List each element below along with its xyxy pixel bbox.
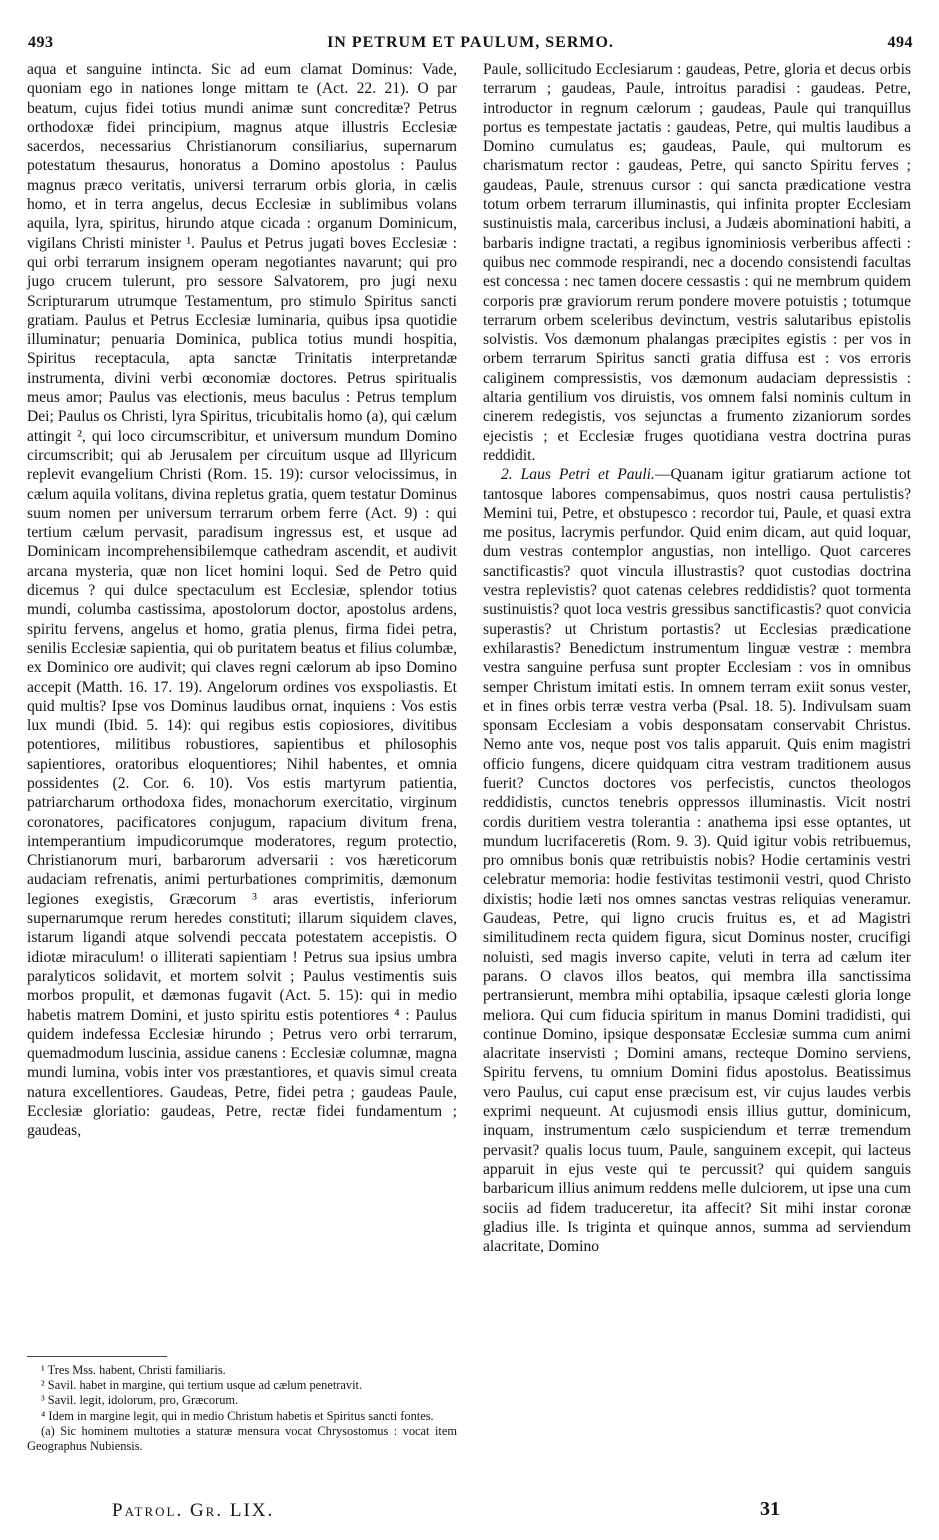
footnote-1: ¹ Tres Mss. habent, Christi familiaris. <box>41 1363 226 1377</box>
right-paragraph-2 <box>483 465 911 1256</box>
right-paragraph-2-text: —Quanam igitur gratiarum actione tot tantosque labores compensabimus, quos nostri causa pertulistis? Memini tui, Petre, et obstupesco : recordor tui, Paule, et quasi extra me positus, lacrymis perfundor. Quid enim dicam, aut quid loquar, dum vestras contemplor angustias, non intelligo. Quot carceres sanctificastis? quot vincula illustrastis? quot custodias doctrina vestra replevistis? quot catenas celebres reddidistis? quot tormenta sustinuistis? quot loca vestris gressibus sanctificastis? quot convicia superastis? ut Christum portastis? ut Ecclesias prædicatione exhilarastis? Benedictum instrumentum linguæ vestræ : membra vestra sanguine perfusa sunt propter Ecclesiam : vos in omnibus semper Christum imitati estis. In omnem terram exiit sonus vester, et in fines orbis terræ vestra verba (Psal. 18. 5). Indivulsam suam sponsam Ecclesiam a vobis desponsatam conservabit Christus. Nemo ante vos, neque post vos talis apparuit. Quis enim magistri officio fungens, dicere quidquam citra vestram traditionem ausus fuerit? Cunctos doctores vos perfecistis, cunctos theologos reddidistis, cunctos tenebris oppressos illuminastis. Vicit nostri cordis duritiem vestra tolerantia : anathema ipsi esse optantes, ut mundum lucrifaceretis (Rom. 9. 3). Quid igitur vobis retribuemus, pro omnibus bonis quæ retribuistis nobis? Hodie certaminis vestri celebratur memoria: hodie festivitas testimonii vestri, quod Christo dixistis; hodie læti nos omnes sanctas vestras reliquias veneramur. Gaudeas, Petre, qui ligno crucis fruitus es, et ad Magistri similitudinem recta quidem figura, sicut Dominus noster, crucifigi noluisti, sed magis inverso capite, veluti in terra ad cælum iter parans. O clavos illos beatos, qui membra illa sanctissima pertransierunt, membra mihi optabilia, ipsaque cælesti gloria longe meliora. Qui cum fiducia spiritum in manus Domini tradidisti, qui continue Domino, ipsique desponsatæ Ecclesiæ summa cum animi alacritate inservisti ; Domini amans, recteque Domino serviens, Spiritu fervens, tu omnium Domini fidus apostolus. Beatissimus vero Paulus, cui caput ense præcisum est, vir cujus laudes verbis exprimi nequeunt. At cujusmodi ensis illius guttur, dominicum, inquam, instrumentum cælo suspiciendum et terræ tremendum pervasit? qualis locus tuum, Paule, sanguinem excepit, qui lacteus apparuit in ejus veste qui te percussit? qui quidem sanguis barbaricum illius animum reddens melle dulciorem, ut ipse una cum sociis ad fidem traduceretur, ita affecit? Sit mihi instar coronæ gladius ille. Is triginta et quinque annos, summa ad serviendum alacritate, Domino <box>483 466 911 1256</box>
left-column <box>27 60 457 1141</box>
running-header <box>28 34 913 58</box>
right-paragraph-1: Paule, sollicitudo Ecclesiarum : gaudeas, Petre, gloria et decus orbis terrarum ; gaudeas, Paule, introitus paradisi : gaudeas. Petre, introductor in regnum cælorum ; gaudeas, Paule qui tranquillus portus es tempestate jactatis : gaudeas, Petre, qui multis laudibus a Domino cumulatus es; gaudeas, Paule, qui multorum es charismatum rector : gaudeas, Petre, qui sancto Spiritu ferves ; gaudeas, Paule, strenuus cursor : qui sancta prædicatione vestra totum orbem terrarum illuminastis, qui infinita propter Ecclesiam sustinuistis mala, carceribus inclusi, a Judæis abominationi habiti, a barbaris indigne tractati, a regibus ignominiosis verberibus affecti : quibus nec commode respirandi, nec a docendo consistendi facultas est concessa : nec tamen docere cessastis : qui ne membrum quidem corporis præ graviorum rerum pondere movere potuistis ; totumque terrarum orbem sceleribus devinctum, vestris salutaribus epistolis solvistis. Vos dæmonum phalangas præcipites egistis : per vos in orbem terrarum Spiritus sancti gratia diffusa est : vos erroris caliginem compressistis, vos dæmonum audaciam depressistis : altaria gentilium vos diruistis, vos omnem falsi nominis cultum in cinerem redegistis, vos sejunctas a frumento zizaniorum sordes ejecistis ; et Ecclesiæ fruges quotidiana vestra doctrina puras reddidit. <box>483 61 911 464</box>
right-column <box>483 60 911 1256</box>
footer-volume: Patrol. Gr. LIX. <box>112 1500 275 1521</box>
footnote-3: ³ Savil. legit, idolorum, pro, Græcorum. <box>41 1393 239 1408</box>
left-paragraph-1: aqua et sanguine intincta. Sic ad eum clamat Dominus: Vade, quoniam ego in nationes longe mittam te (Act. 22. 21). O par beatum, cujus fidei totius mundi animæ sunt concreditæ? Petrus orthodoxæ fidei principium, magnus atque illustris Ecclesiæ sacerdos, necessarius Christianorum consiliarius, supernarum potestatum thesaurus, honoratus a Domino apostolus : Paulus magnus præco veritatis, universi terrarum orbis gloria, in cælis homo, et in terra angelus, decus Ecclesiæ in sublimibus volans aquila, lyra, spiritus, hirundo atque cicada : organum Dominicum, vigilans Christi minister ¹. Paulus et Petrus jugati boves Ecclesiæ : qui orbi terrarum insignem operam negotiantes navarunt; qui pro jugo crucem tulerunt, pro sessore Salvatorem, pro jugi nexu Scripturarum utrumque Testamentum, pro stimulo Spiritus sancti gratiam. Paulus et Petrus Ecclesiæ luminaria, quibus ipsa quotidie illuminatur; penuaria Dominica, publica totius mundi hospitia, Spiritus receptacula, apta sanctæ Trinitatis interpretandæ instrumenta, divini verbi œconomiæ doctores. Petrus spiritualis meus amor; Paulus vas electionis, meus baculus : Petrus templum Dei; Paulus os Christi, lyra Spiritus, tricubitalis homo (a), qui cælum attingit ², qui loco circumscribitur, et universum mundum Domino circumscribit; qui ab Jerusalem per circuitum usque ad Illyricum replevit evangelium Christi (Rom. 15. 19): cursor velocissimus, in cælum aquila volitans, divina repletus gratia, quem testatur Dominus suum nomen per universum terrarum orbem ferre (Act. 9) : qui tertium cælum pervasit, paradisum ingressus est, et usque ad Dominicam incomprehensibilemque cathedram ascendit, et audivit arcana mysteria, quæ non licet homini loqui. Sed de Petro quid dicemus ? qui dulce spectaculum est Ecclesiæ, splendor totius mundi, columba castissima, apostolorum doctor, apostolus ardens, spiritu fervens, angelus et homo, gratia plenus, firma fidei petra, senilis Ecclesiæ sapientia, qui ob puritatem beatus et filius columbæ, ex Dominico ore audivit; qui claves regni cælorum ab ipso Domino accepit (Matth. 16. 17. 19). Angelorum ordines vos exspoliastis. Et quid multis? Ipse vos Dominus laudibus ornat, inquiens : Vos estis lux mundi (Ibid. 5. 14): qui regibus estis copiosiores, divitibus potentiores, militibus robustiores, sapientibus et philosophis sapientiores, oratoribus eloquentiores; Nihil habentes, et omnia possidentes (2. Cor. 6. 10). Vos estis martyrum patientia, patriarcharum orthodoxa fides, monachorum exercitatio, virginum coronatores, pacificatores conjugum, rapacium divitum frena, intemperantium impudicorumque moderatores, regum protectio, Christianorum muri, barbarorum adversarii : vos hæreticorum audaciam refrenatis, animi perturbationes comprimitis, dæmonum legiones exegistis, Græcorum ³ aras evertistis, inferiorum supernarumque rerum heredes constituti; illarum siquidem claves, istarum ligandi atque solvendi peccata potestatem accepistis. O idiotæ miraculum! o illiterati sapientiam ! Petrus sua ipsius umbra paralyticos solidavit, et mortem solvit ; Paulus vestimentis suis morbos propulit, et dæmonas fugavit (Act. 5. 15): qui in medio habetis matrem Domini, et justo spiritu estis potentiores ⁴ : Paulus quidem indefessa Ecclesiæ hirundo ; Petrus vero orbi terrarum, quemadmodum luscinia, assidue canens : Ecclesiæ columnæ, magna mundi lumina, vobis inter vos præstantiores, et quavis simul creata natura excellentiores. Gaudeas, Petre, fidei petra ; gaudeas Paule, Ecclesiæ gloriatio: gaudeas, Petre, rectæ fidei fundamentum ; gaudeas, <box>27 61 457 1140</box>
section-heading: 2. Laus Petri et Pauli. <box>501 466 655 484</box>
page-number-right: 494 <box>887 34 913 51</box>
footnote-4: ⁴ Idem in margine legit, qui in medio Christum habetis et Spiritus sancti fontes. <box>41 1408 434 1423</box>
running-title: IN PETRUM ET PAULUM, SERMO. <box>327 34 614 51</box>
footer-signature: 31 <box>760 1498 780 1520</box>
column-gutter <box>470 62 471 1497</box>
footnote-2: ² Savil. habet in margine, qui tertium usque ad cælum penetravit. <box>41 1378 363 1393</box>
footnotes <box>27 1356 457 1454</box>
footnote-a: (a) Sic hominem multoties a staturæ mensura vocat Chrysostomus : vocat item Geographus Nubiensis. <box>27 1423 457 1454</box>
page-number-left: 493 <box>28 34 54 51</box>
footnote-rule <box>27 1356 167 1357</box>
